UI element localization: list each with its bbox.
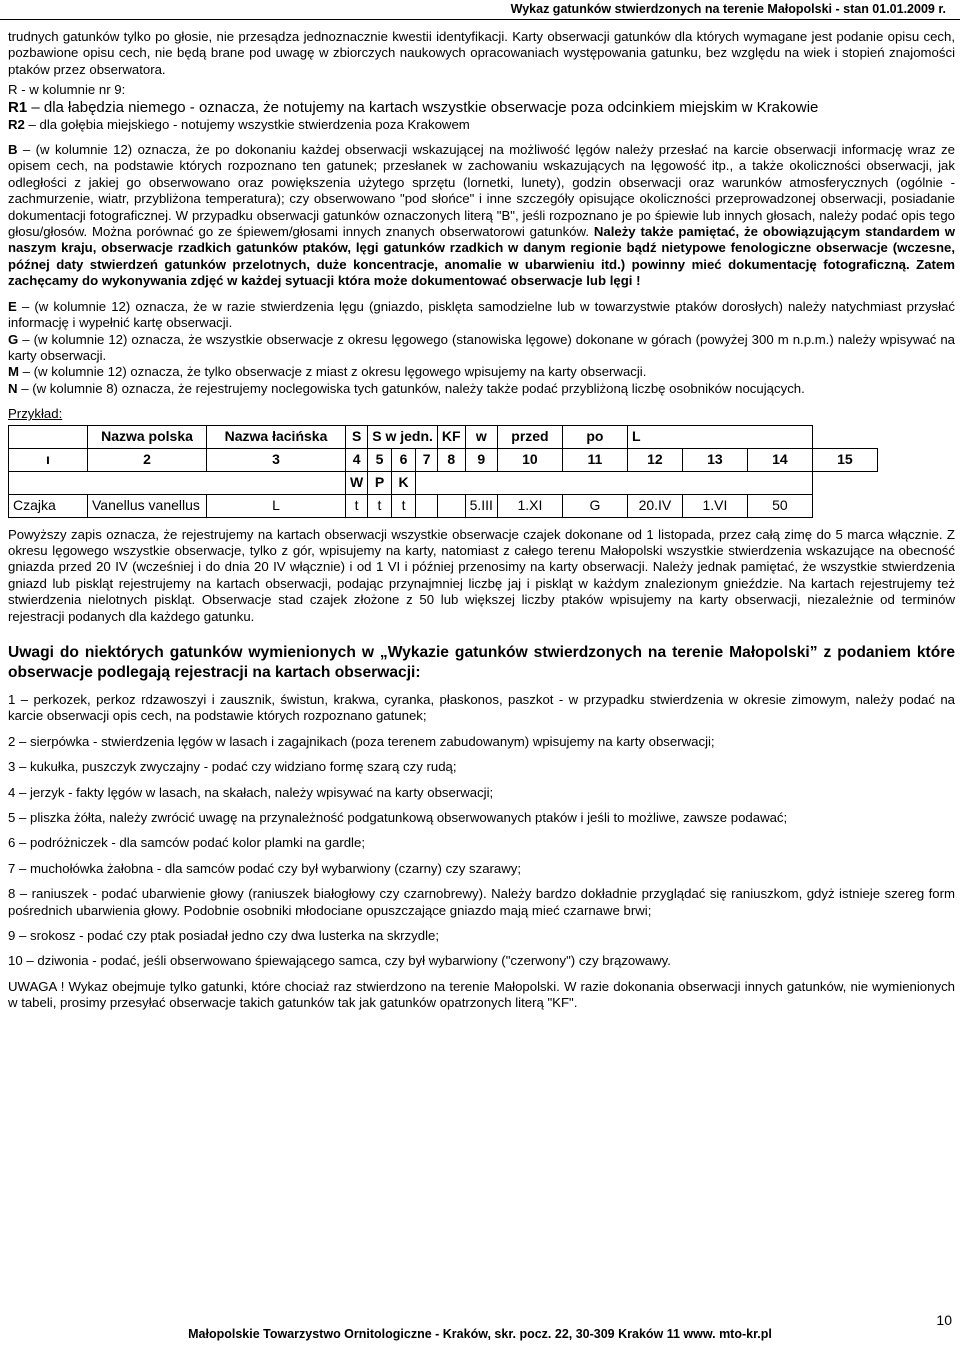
table-cell: 1.VI: [682, 494, 747, 517]
page-footer: Małopolskie Towarzystwo Ornitologiczne - Kraków, skr. pocz. 22, 30-309 Kraków 11 www. mto-kr.pl: [188, 1327, 772, 1341]
list-item: 4 – jerzyk - fakty lęgów w lasach, na skałach, należy wpisywać na karty obserwacji;: [8, 784, 494, 800]
n-paragraph: [8, 381, 955, 397]
notes-heading: Uwagi do niektórych gatunków wymienionych w „Wykazie gatunków stwierdzonych na terenie Małopolski” z podaniem które obserwacje podlegają rejestracji na kartach obserwacji:: [8, 643, 955, 681]
g-paragraph: [8, 332, 955, 365]
table-num-cell: 11: [562, 448, 627, 471]
e-text: – (w kolumnie 12) oznacza, że w razie stwierdzenia lęgu (gniazdo, pisklęta samodzielne lub w towarzystwie ptaków dorosłych) należy natychmiast przysłać informację i wypełnić kartę obserwacji.: [8, 298, 955, 331]
list-item: 7 – muchołówka żałobna - dla samców podać czy był wybarwiony (czarny) czy szarawy;: [8, 860, 522, 876]
table-cell: t: [391, 494, 416, 517]
table-header-cell: w: [465, 425, 497, 448]
table-sub-cell: K: [391, 471, 416, 494]
list-item: 6 – podróżniczek - dla samców podać kolor plamki na gardle;: [8, 835, 365, 851]
table-num-cell: 15: [812, 448, 877, 471]
table-header-cell: KF: [437, 425, 465, 448]
table-header-cell: L: [627, 425, 812, 448]
example-description: Powyższy zapis oznacza, że rejestrujemy na kartach obserwacji wszystkie obserwacje czajek dokonane od 1 listopada, przez całą zimę do 5 marca włącznie. Z okresu lęgowego wszystkie obserwacje, tylko z gór, wpisujemy na karty, natomiast z całego terenu Małopolski wszystkie stwierdzenia wskazujące na obecność gniazda przed 20 IV (wcześniej i do dnia 20 IV włącznie) i od 1 VI i później przenosimy na karty obserwacji. Należy jednak pamiętać, że wszystkie stwierdzenia gniazd lub piskląt rejestrujemy na kartach obserwacji, podając przynajmniej liczbę jaj i piskląt w każdym znalezionym gnieździe. Na kartach rejestrujemy też stwierdzenia nielotnych piskląt. Obserwacje stad czajek złożone z 50 lub większej liczby ptaków wpisujemy na karty obserwacji, niezależnie od terminów rejestracji podanych dla każdego gatunku.: [8, 526, 955, 624]
r2-text: – dla gołębia miejskiego - notujemy wszystkie stwierdzenia poza Krakowem: [24, 116, 470, 132]
b-text: – (w kolumnie 12) oznacza, że po dokonaniu każdej obserwacji wskazującej na możliwość lęgów należy przesłać na karcie obserwacji informację wraz ze opisem cech, na podstawie których rozpoznano ten gatunek; przesłanek w zachowaniu wskazujących na lęgowość itp., a także okoliczności obserwacji, jak odległości z jakiej go obserwowano oraz powiększenia użytego sprzętu (lornetki, lunety), godzin obserwacji oraz warunków atmosferycznych (ogólnie - zachmurzenie, wiatr, przybliżona temperatura); czy obserwowano "pod słońce" i inne szczegóły opisujące okoliczności przeprowadzonej obserwacji, posiadanie dokumentacji fotograficznej. W przypadku obserwacji gatunków oznaczonych literą "B", jeśli rozpoznano je po śpiewie lub innych głosach, należy podać opis tego głosu/głosów. Można porównać go ze śpiewem/głosami innych znanych obserwatorowi gatunków.: [8, 142, 955, 240]
example-label: Przykład:: [8, 406, 63, 422]
table-header-cell: Nazwa polska: [88, 425, 207, 448]
table-cell: 1.XI: [497, 494, 562, 517]
table-cell: 5.III: [465, 494, 497, 517]
n-text: – (w kolumnie 8) oznacza, że rejestrujemy noclegowiska tych gatunków, należy także podać przybliżoną liczbę osobników nocujących.: [17, 380, 805, 396]
list-item: 2 – sierpówka - stwierdzenia lęgów w lasach i zagajnikach (poza terenem zabudowanym) wpisujemy na karty obserwacji;: [8, 733, 715, 749]
table-num-cell: 14: [747, 448, 812, 471]
r-intro: R - w kolumnie nr 9:: [8, 82, 126, 98]
table-number-row: [9, 448, 878, 471]
table-cell: t: [368, 494, 392, 517]
uwaga-paragraph: UWAGA ! Wykaz obejmuje tylko gatunki, które chociaż raz stwierdzono na terenie Małopolski. W razie dokonania obserwacji innych gatunków, nie wymienionych w tabeli, prosimy przesyłać obserwacje takich gatunków tak jak gatunków opatrzonych literą "KF".: [8, 978, 955, 1011]
page-number: 10: [936, 1312, 952, 1328]
table-cell: [437, 494, 465, 517]
table-header-cell: S: [346, 425, 368, 448]
table-num-cell: 4: [346, 448, 368, 471]
table-num-cell: 2: [88, 448, 207, 471]
table-num-cell: 13: [682, 448, 747, 471]
table-num-cell: ı: [9, 448, 88, 471]
m-code: M: [8, 364, 19, 380]
b-bold-text: Należy także pamiętać, że obowiązującym standardem w naszym kraju, obserwacje rzadkich gatunków ptaków, lęgi gatunków rzadkich w danym regionie bądź nietypowe fenologiczne obserwacje (wczesne, późnej daty stwierdzeń gatunków przelotnych, duże koncentracje, anomalie w ubarwieniu itd.) powinny mieć dokumentację fotograficzną. Zatem zachęcamy do wykonywania zdjęć w każdej sytuacji która może dokumentować obserwacje lub lęgi !: [8, 224, 955, 289]
table-cell: G: [562, 494, 627, 517]
g-text: – (w kolumnie 12) oznacza, że wszystkie obserwacje z okresu lęgowego (stanowiska lęgowe) dokonane w górach (powyżej 300 m n.p.m.) należy wpisywać na karty obserwacji.: [8, 331, 955, 363]
notes-list: [8, 692, 955, 970]
table-cell: t: [346, 494, 368, 517]
intro-paragraph: trudnych gatunków tylko po głosie, nie przesądza jednoznacznie kwestii identyfikacji. Karty obserwacji gatunków dla których wymagane jest podanie opisu cech, pozbawione opisu cech, nie będą brane pod uwagę w zbiorczych naukowych opracowaniach występowania gatunku, bez względu na wiek i stopień znajomości ptaków przez obserwatora.: [8, 29, 955, 77]
list-item: 1 – perkozek, perkoz rdzawoszyi i zausznik, świstun, krakwa, cyranka, płaskonos, paszkot - w przypadku stwierdzenia w okresie zimowym, należy podać na karcie obserwacji opis cech, na podstawie których rozpoznano gatunek;: [8, 691, 955, 724]
table-header-cell: Nazwa łacińska: [207, 425, 346, 448]
b-code: B: [8, 142, 18, 158]
table-cell: [416, 494, 438, 517]
b-paragraph: [8, 142, 955, 290]
table-num-cell: 9: [465, 448, 497, 471]
list-item: 5 – pliszka żółta, należy zwrócić uwagę na przynależność podgatunkową obserwowanych ptaków i jeśli to możliwe, zawsze podawać;: [8, 810, 788, 825]
table-sub-cell: W: [346, 471, 368, 494]
example-table: [8, 425, 878, 518]
table-num-cell: 12: [627, 448, 682, 471]
table-num-cell: 10: [497, 448, 562, 471]
table-cell: Czajka: [9, 494, 88, 517]
table-cell: Vanellus vanellus: [88, 494, 207, 517]
table-num-cell: 5: [368, 448, 392, 471]
table-header-cell: przed: [497, 425, 562, 448]
table-num-cell: 3: [207, 448, 346, 471]
r1-paragraph: [8, 99, 955, 117]
m-paragraph: [8, 364, 955, 380]
e-paragraph: [8, 299, 955, 332]
page-header: [0, 0, 960, 20]
m-text: – (w kolumnie 12) oznacza, że tylko obserwacje z miast z okresu lęgowego wpisujemy na karty obserwacji.: [19, 364, 647, 380]
table-cell: L: [207, 494, 346, 517]
document-body: [8, 29, 955, 1012]
table-num-cell: 7: [416, 448, 438, 471]
table-sub-row: [9, 471, 878, 494]
table-header-cell: S w jedn.: [368, 425, 438, 448]
list-item: 8 – raniuszek - podać ubarwienie głowy (raniuszek białogłowy czy czarnobrewy). Należy bardzo dokładnie przyglądać się raniuszkom, gdyż istnieje szereg form pośrednich ubarwienia głowy. Podobnie osobniki młodociane opuszczające gniazdo mają mieć czarnawe brwi;: [8, 886, 955, 918]
table-row: [9, 494, 878, 517]
table-header-cell: po: [562, 425, 627, 448]
table-cell: 50: [747, 494, 812, 517]
header-rule: [0, 19, 960, 20]
table-num-cell: 8: [437, 448, 465, 471]
g-code: G: [8, 331, 19, 347]
table-num-cell: 6: [391, 448, 416, 471]
table-header-row: [9, 425, 878, 448]
r1-code: R1: [8, 98, 28, 116]
list-item: 10 – dziwonia - podać, jeśli obserwowano śpiewającego samca, czy był wybarwiony ("czerwony") czy brązowawy.: [8, 953, 671, 969]
r2-paragraph: [8, 117, 955, 133]
table-cell: 20.IV: [627, 494, 682, 517]
e-code: E: [8, 298, 17, 314]
list-item: 3 – kukułka, puszczyk zwyczajny - podać czy widziano formę szarą czy rudą;: [8, 759, 457, 775]
header-title: Wykaz gatunków stwierdzonych na terenie Małopolski - stan 01.01.2009 r.: [510, 2, 946, 16]
r2-code: R2: [8, 116, 25, 132]
list-item: 9 – srokosz - podać czy ptak posiadał jedno czy dwa lusterka na skrzydle;: [8, 928, 440, 944]
r1-text: – dla łabędzia niemego - oznacza, że notujemy na kartach wszystkie obserwacje poza odcinkiem miejskim w Krakowie: [27, 98, 819, 116]
n-code: N: [8, 380, 18, 396]
table-sub-cell: P: [368, 471, 392, 494]
